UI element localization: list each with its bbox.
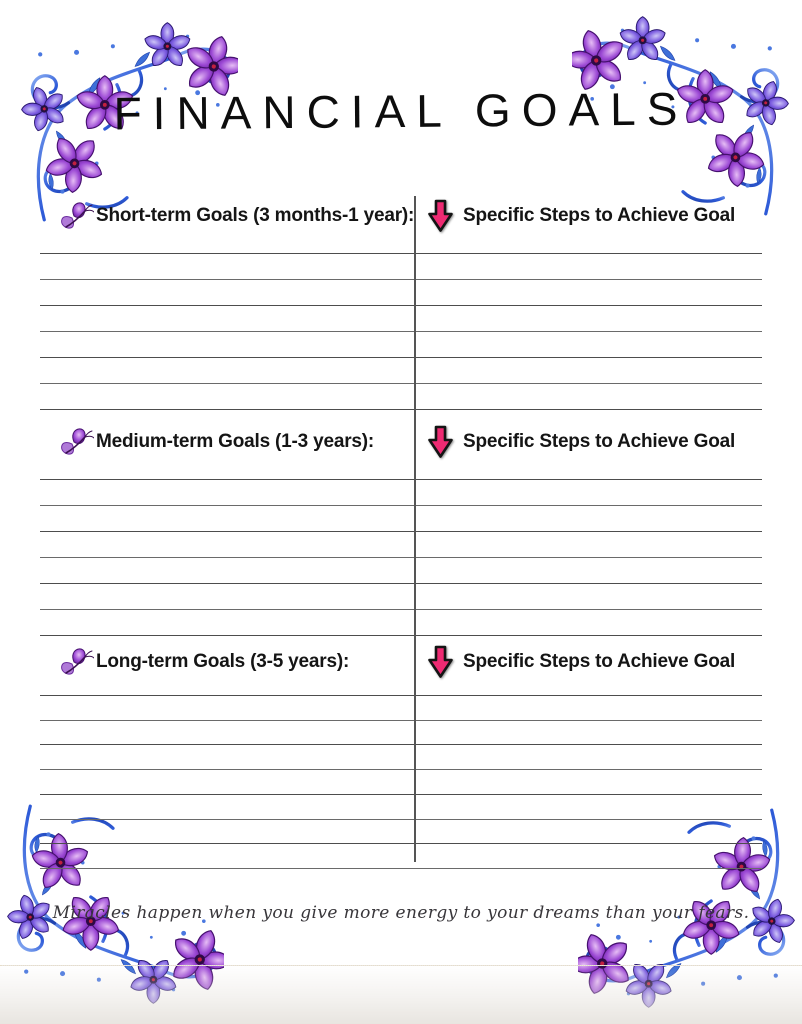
writing-lines-short-term	[40, 228, 762, 410]
writing-line	[40, 358, 762, 384]
page-title: FINANCIAL GOALS	[113, 82, 689, 140]
writing-line	[40, 671, 762, 696]
section-label: Short-term Goals (3 months-1 year):	[96, 205, 415, 226]
writing-lines-long-term	[40, 671, 762, 869]
steps-header-label: Specific Steps to Achieve Goal	[463, 205, 736, 226]
writing-line	[40, 228, 762, 254]
column-divider	[414, 196, 416, 862]
writing-line	[40, 584, 762, 610]
writing-line	[40, 610, 762, 636]
writing-line	[40, 558, 762, 584]
writing-line	[40, 280, 762, 306]
writing-line	[40, 844, 762, 869]
writing-line	[40, 384, 762, 410]
steps-header-label: Specific Steps to Achieve Goal	[463, 431, 736, 452]
writing-line	[40, 254, 762, 280]
writing-line	[40, 506, 762, 532]
steps-header-label: Specific Steps to Achieve Goal	[463, 651, 736, 672]
writing-line	[40, 770, 762, 795]
writing-line	[40, 696, 762, 721]
writing-lines-medium-term	[40, 454, 762, 636]
section-label: Long-term Goals (3-5 years):	[96, 651, 350, 672]
writing-line	[40, 332, 762, 358]
writing-line	[40, 745, 762, 770]
section-label: Medium-term Goals (1-3 years):	[96, 431, 375, 452]
writing-line	[40, 306, 762, 332]
writing-line	[40, 532, 762, 558]
inspirational-quote: Miracles happen when you give more energy to your dreams than your fears.	[52, 903, 750, 923]
writing-line	[40, 454, 762, 480]
writing-line	[40, 721, 762, 746]
writing-line	[40, 480, 762, 506]
writing-line	[40, 795, 762, 820]
writing-line	[40, 820, 762, 845]
